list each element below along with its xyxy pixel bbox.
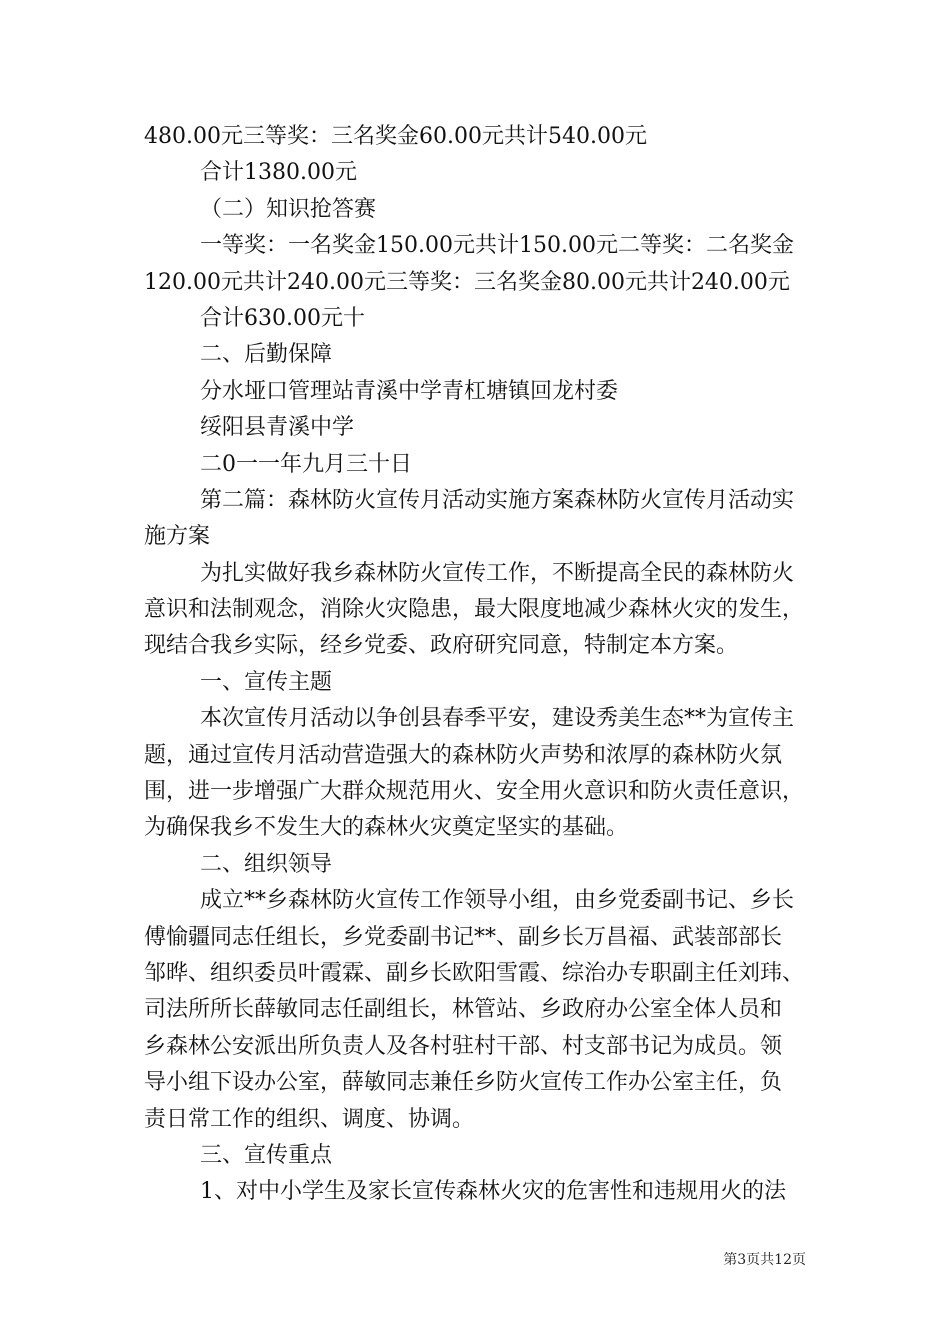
page-number: 第3页共12页 xyxy=(723,1252,806,1268)
text-line: 三、宣传重点 xyxy=(200,1142,333,1168)
text-line: 题，通过宣传月活动营造强大的森林防火声势和浓厚的森林防火氛 xyxy=(144,742,783,768)
text-line: （二）知识抢答赛 xyxy=(200,196,377,222)
text-line: 第二篇：森林防火宣传月活动实施方案森林防火宣传月活动实 xyxy=(200,487,795,513)
text-line: 意识和法制观念，消除火灾隐患，最大限度地减少森林火灾的发生， xyxy=(144,597,805,623)
text-line: 二、后勤保障 xyxy=(200,342,333,368)
text-line: 一等奖：一名奖金150.00元共计150.00元二等奖：二名奖金 xyxy=(200,233,794,259)
text-line: 合计630.00元十 xyxy=(200,305,365,331)
document-body xyxy=(144,119,814,1211)
text-line: 责日常工作的组织、调度、协调。 xyxy=(144,1106,475,1132)
text-line: 一、宣传主题 xyxy=(200,669,333,695)
text-line: 为扎实做好我乡森林防火宣传工作，不断提高全民的森林防火 xyxy=(200,560,795,586)
text-line: 邹晔、组织委员叶霞霖、副乡长欧阳雪霞、综治办专职副主任刘玮、 xyxy=(144,960,805,986)
text-line: 合计1380.00元 xyxy=(200,160,357,186)
text-line: 本次宣传月活动以争创县春季平安，建设秀美生态**为宣传主 xyxy=(200,706,795,732)
text-line: 二0一一年九月三十日 xyxy=(200,451,412,477)
text-line: 施方案 xyxy=(144,524,211,550)
text-line: 成立**乡森林防火宣传工作领导小组，由乡党委副书记、乡长 xyxy=(200,888,795,914)
text-line: 120.00元共计240.00元三等奖：三名奖金80.00元共计240.00元 xyxy=(144,269,790,295)
text-line: 围，进一步增强广大群众规范用火、安全用火意识和防火责任意识， xyxy=(144,779,805,805)
text-line: 为确保我乡不发生大的森林火灾奠定坚实的基础。 xyxy=(144,815,629,841)
text-line: 二、组织领导 xyxy=(200,851,333,877)
text-line: 司法所所长薛敏同志任副组长，林管站、乡政府办公室全体人员和 xyxy=(144,997,783,1023)
text-line: 1、对中小学生及家长宣传森林火灾的危害性和违规用火的法 xyxy=(200,1179,786,1205)
text-line: 导小组下设办公室，薛敏同志兼任乡防火宣传工作办公室主任，负 xyxy=(144,1070,783,1096)
text-line: 傅愉疆同志任组长，乡党委副书记**、副乡长万昌福、武装部部长 xyxy=(144,924,783,950)
text-line: 现结合我乡实际，经乡党委、政府研究同意，特制定本方案。 xyxy=(144,633,739,659)
text-line: 绥阳县青溪中学 xyxy=(200,415,355,441)
text-line: 480.00元三等奖：三名奖金60.00元共计540.00元 xyxy=(144,124,647,149)
text-line: 乡森林公安派出所负责人及各村驻村干部、村支部书记为成员。领 xyxy=(144,1033,783,1059)
text-line: 分水垭口管理站青溪中学青杠塘镇回龙村委 xyxy=(200,378,619,404)
